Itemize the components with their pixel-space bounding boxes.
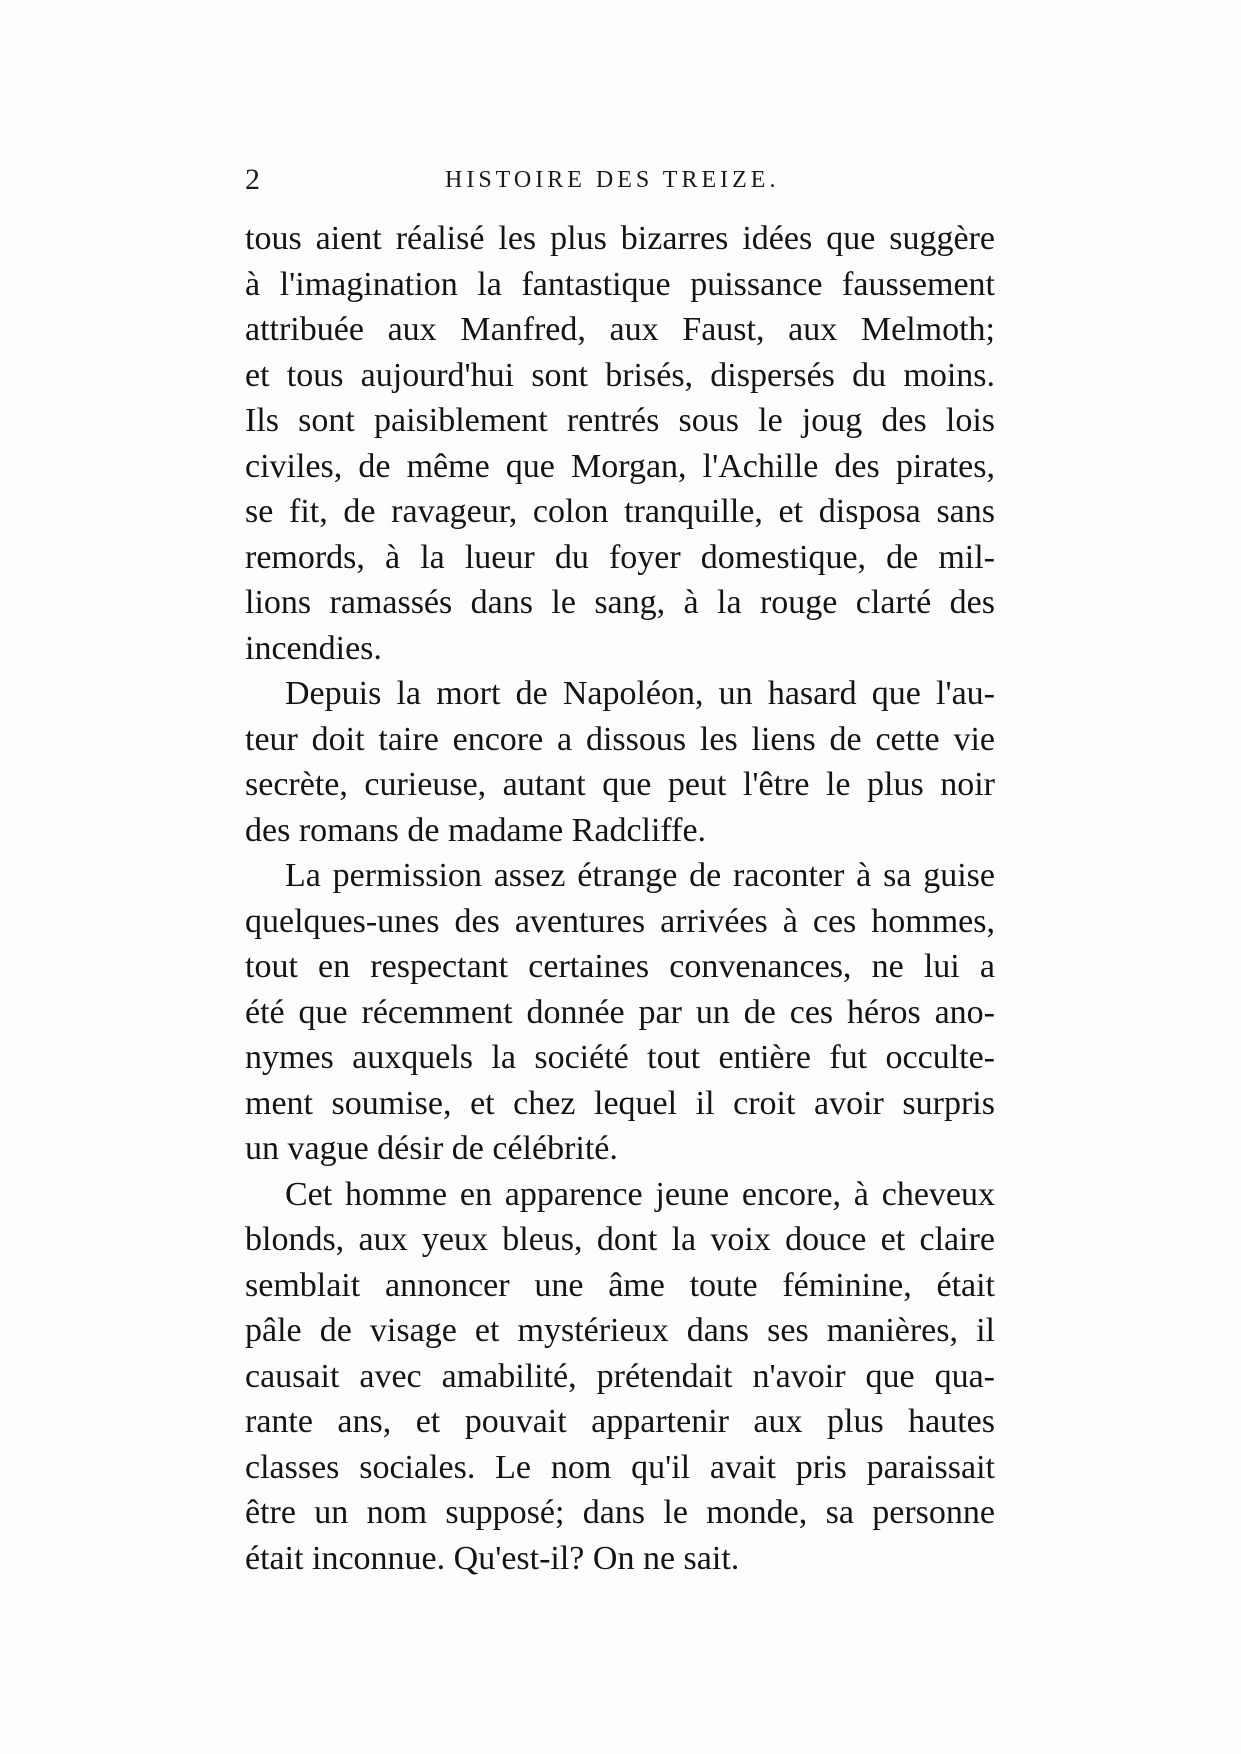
text-line: lions ramassés dans le sang, à la rouge clarté des	[245, 584, 995, 621]
paragraph-4	[245, 1172, 995, 1582]
text-line: et tous aujourd'hui sont brisés, dispersés du moins.	[245, 356, 995, 394]
body-text	[245, 216, 995, 1581]
text-line: incendies.	[245, 629, 382, 667]
text-line: être un nom supposé; dans le monde, sa personne	[245, 1494, 995, 1531]
text-line: rante ans, et pouvait appartenir aux plus hautes	[245, 1403, 995, 1440]
text-line: nymes auxquels la société tout entière fut occulte-	[245, 1039, 995, 1076]
text-line: était inconnue. Qu'est-il? On ne sait.	[245, 1539, 740, 1577]
text-line: Cet homme en apparence jeune encore, à cheveux	[285, 1175, 995, 1213]
text-line: La permission assez étrange de raconter à sa guise	[285, 857, 995, 894]
text-line: se fit, de ravageur, colon tranquille, et disposa sans	[245, 493, 995, 530]
text-line: civiles, de même que Morgan, l'Achille des pirates,	[245, 447, 995, 485]
text-line: causait avec amabilité, prétendait n'avoir que qua-	[245, 1357, 995, 1395]
text-line: classes sociales. Le nom qu'il avait pris paraissait	[245, 1448, 995, 1486]
text-line: teur doit taire encore a dissous les liens de cette vie	[245, 720, 995, 758]
text-line: des romans de madame Radcliffe.	[245, 811, 707, 849]
text-line: un vague désir de célébrité.	[245, 1130, 618, 1167]
text-line: ment soumise, et chez lequel il croit avoir surpris	[245, 1084, 995, 1122]
text-line: remords, à la lueur du foyer domestique, de mil-	[245, 538, 995, 576]
text-line: pâle de visage et mystérieux dans ses manières, il	[245, 1312, 995, 1349]
text-line: blonds, aux yeux bleus, dont la voix douce et claire	[245, 1221, 995, 1258]
text-line: secrète, curieuse, autant que peut l'être le plus noir	[245, 766, 995, 803]
text-line: Depuis la mort de Napoléon, un hasard que l'au-	[285, 675, 995, 712]
text-line: tous aient réalisé les plus bizarres idées que suggère	[245, 220, 995, 257]
text-line: attribuée aux Manfred, aux Faust, aux Melmoth;	[245, 311, 995, 348]
page-number: 2	[245, 163, 260, 196]
text-line: Ils sont paisiblement rentrés sous le joug des lois	[245, 402, 995, 439]
text-line: tout en respectant certaines convenances, ne lui a	[245, 948, 995, 985]
text-line: semblait annoncer une âme toute féminine, était	[245, 1266, 995, 1304]
running-title: HISTOIRE DES TREIZE.	[445, 167, 780, 193]
paragraph-3	[245, 853, 995, 1172]
page-header	[245, 160, 995, 200]
text-line: à l'imagination la fantastique puissance faussement	[245, 265, 995, 303]
text-line: quelques-unes des aventures arrivées à ces hommes,	[245, 902, 995, 940]
text-line: été que récemment donnée par un de ces héros ano-	[245, 993, 995, 1031]
paragraph-2	[245, 671, 995, 853]
paragraph-1	[245, 216, 995, 671]
